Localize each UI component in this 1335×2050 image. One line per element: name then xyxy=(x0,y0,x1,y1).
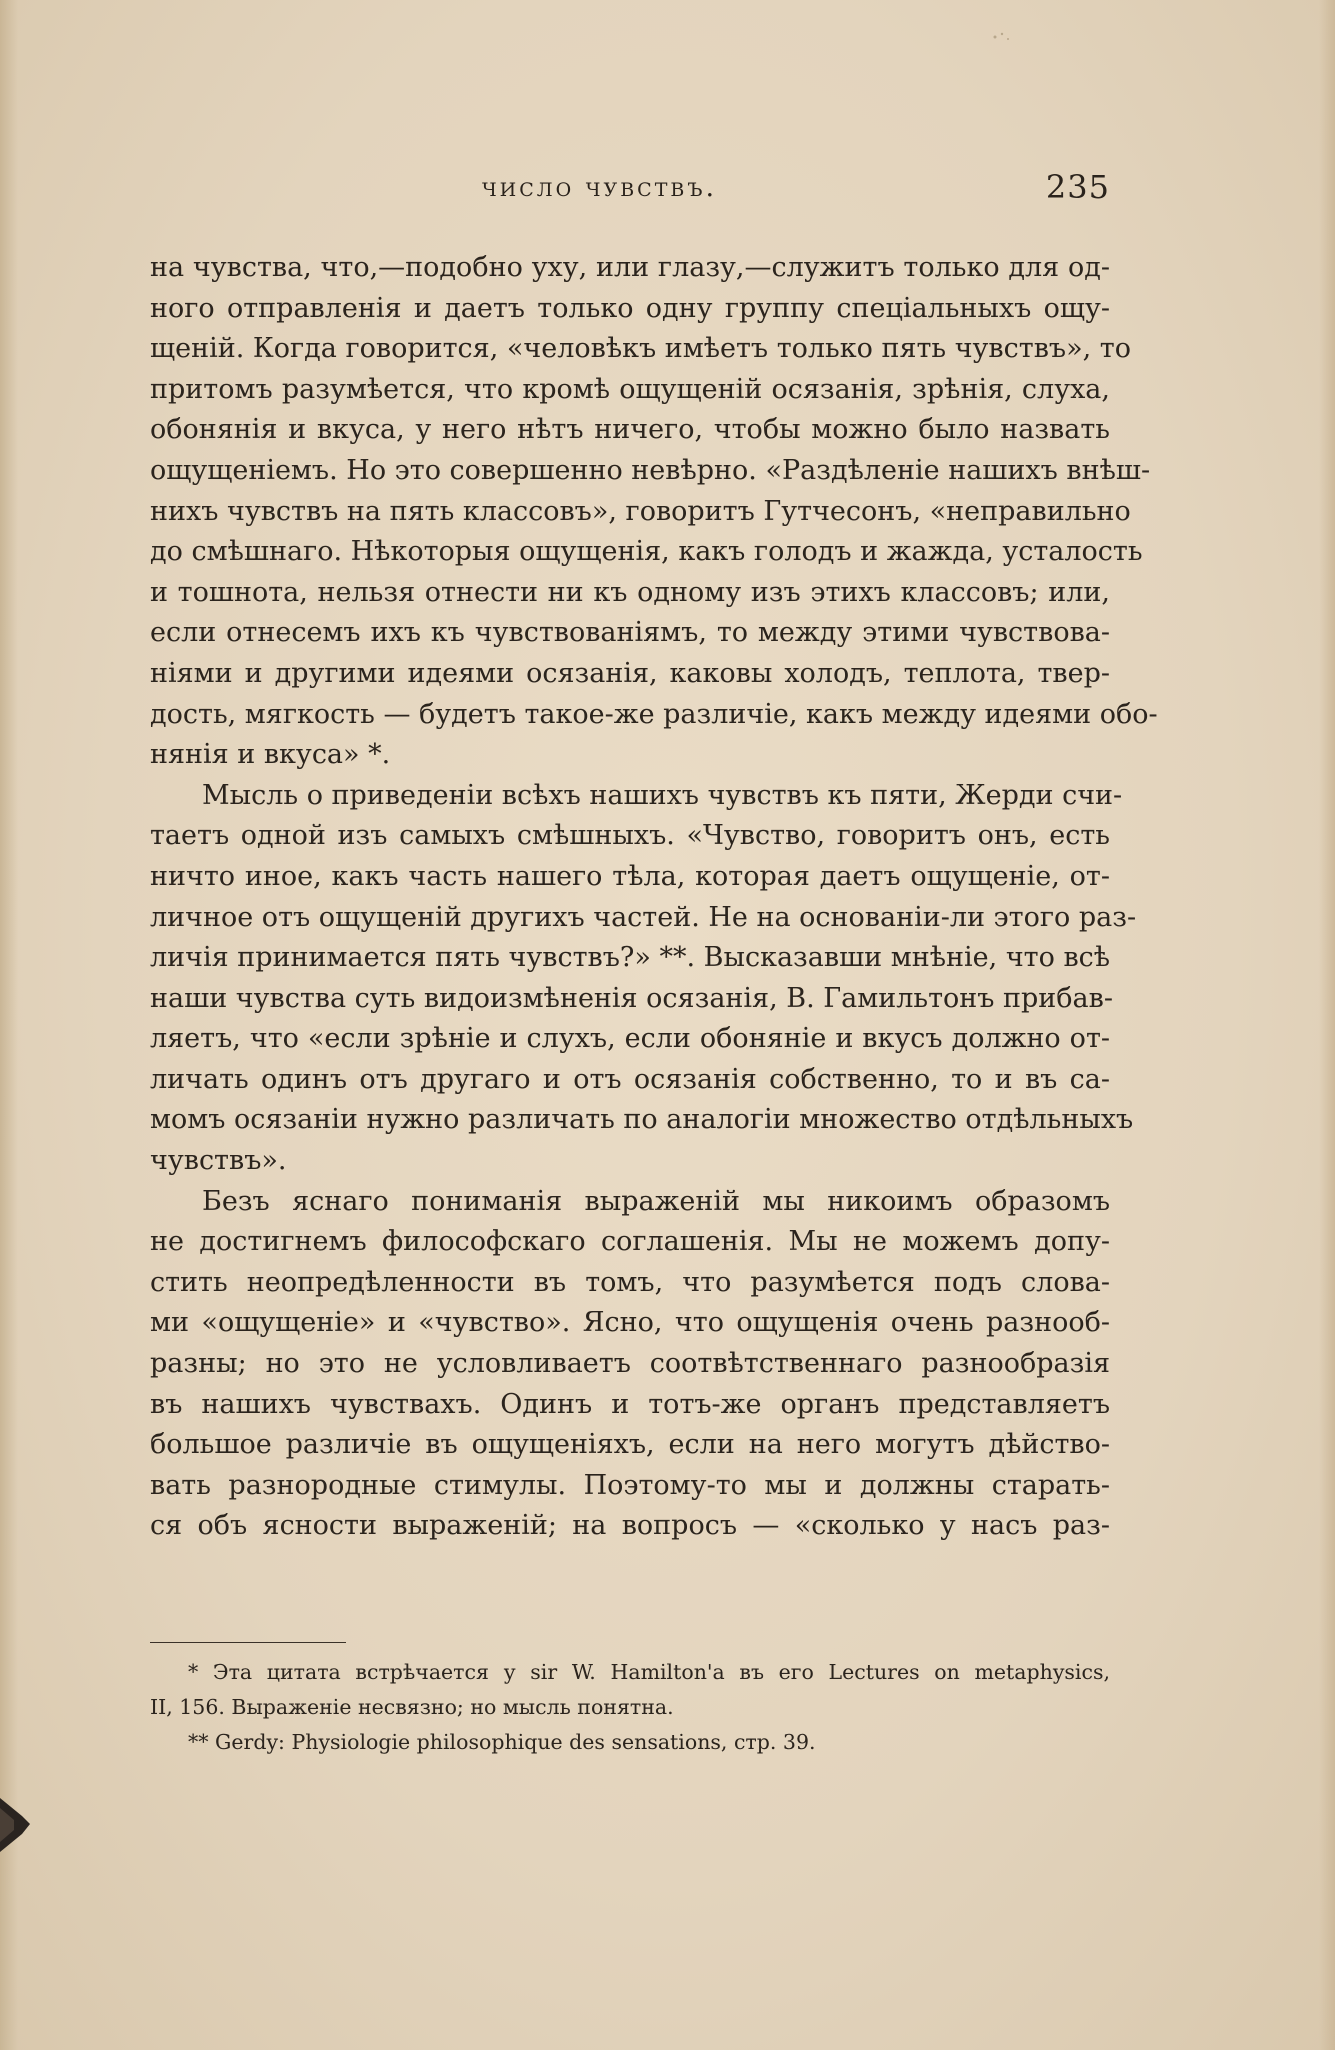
footnote-line: * Эта цитата встрѣчается у sir W. Hamilton'а въ его Lectures on metaphysics, xyxy=(188,1660,1110,1684)
text-line: момъ осязаніи нужно различать по аналогіи множество отдѣльныхъ xyxy=(150,1104,1134,1136)
text-line: личать одинъ отъ другаго и отъ осязанія собственно, то и въ са- xyxy=(150,1063,1110,1095)
body-text xyxy=(150,248,1158,1547)
text-line: большое различіе въ ощущеніяхъ, если на него могутъ дѣйство- xyxy=(150,1429,1110,1461)
text-line: личное отъ ощущеній другихъ частей. Не на основаніи-ли этого раз- xyxy=(150,901,1137,933)
text-line: таетъ одной изъ самыхъ смѣшныхъ. «Чувство, говоритъ онъ, есть xyxy=(150,820,1110,852)
text-line: наши чувства суть видоизмѣненія осязанія, В. Гамильтонъ прибав- xyxy=(150,982,1113,1014)
page-number: 235 xyxy=(1045,168,1110,206)
text-line: ощущеніемъ. Но это совершенно невѣрно. «Раздѣленіе нашихъ внѣш- xyxy=(150,454,1151,486)
text-line: обонянія и вкуса, у него нѣтъ ничего, чтобы можно было назвать xyxy=(150,414,1110,446)
ink-smudge-icon xyxy=(987,28,1017,46)
text-line: Мысль о приведеніи всѣхъ нашихъ чувствъ къ пяти, Жерди счи- xyxy=(202,779,1123,811)
text-line: въ нашихъ чувствахъ. Одинъ и тотъ-же органъ представляетъ xyxy=(150,1388,1110,1420)
text-line: нянія и вкуса» *. xyxy=(150,739,391,771)
text-line: ничто иное, какъ часть нашего тѣла, которая даетъ ощущеніе, от- xyxy=(150,860,1110,892)
text-line: на чувства, что,—подобно уху, или глазу,—служитъ только для од- xyxy=(150,252,1110,283)
text-line: ми «ощущеніе» и «чувство». Ясно, что ощущенія очень разнооб- xyxy=(150,1307,1110,1339)
text-line: дость, мягкость — будетъ такое-же различіе, какъ между идеями обо- xyxy=(150,698,1158,730)
text-line: разны; но это не условливаетъ соотвѣтственнаго разнообразія xyxy=(150,1348,1110,1380)
footnote-line: II, 156. Выраженіе несвязно; но мысль понятна. xyxy=(150,1695,674,1719)
text-line: ляетъ, что «если зрѣніе и слухъ, если обоняніе и вкусъ должно от- xyxy=(150,1023,1110,1055)
text-line: нихъ чувствъ на пять классовъ», говоритъ Гутчесонъ, «неправильно xyxy=(150,495,1131,527)
text-line: щеній. Когда говорится, «человѣкъ имѣетъ только пять чувствъ», то xyxy=(150,333,1131,365)
footnote-divider xyxy=(150,1642,346,1643)
text-line: притомъ разумѣется, что кромѣ ощущеній осязанія, зрѣнія, слуха, xyxy=(150,373,1110,405)
text-line: не достигнемъ философскаго соглашенія. Мы не можемъ допу- xyxy=(150,1226,1110,1258)
text-line: если отнесемъ ихъ къ чувствованіямъ, то между этими чувствова- xyxy=(150,617,1110,649)
text-line: до смѣшнаго. Нѣкоторыя ощущенія, какъ голодъ и жажда, усталость xyxy=(150,536,1143,568)
text-line: вать разнородные стимулы. Поэтому-то мы и должны старать- xyxy=(150,1469,1110,1501)
text-line: и тошнота, нельзя отнести ни къ одному изъ этихъ классовъ; или, xyxy=(150,576,1110,608)
text-line: ся объ ясности выраженій; на вопросъ — «сколько у насъ раз- xyxy=(150,1510,1110,1542)
text-line: ного отправленія и даетъ только одну группу спеціальныхъ ощу- xyxy=(150,292,1110,324)
footnote-line: ** Gerdy: Physiologie philosophique des sensations, стр. 39. xyxy=(188,1730,816,1754)
text-line: стить неопредѣленности въ томъ, что разумѣется подъ слова- xyxy=(150,1266,1110,1298)
text-line: личія принимается пять чувствъ?» **. Высказавши мнѣніе, что всѣ xyxy=(150,942,1111,974)
binding-thread-icon xyxy=(0,1790,34,1860)
text-line: чувствъ». xyxy=(150,1145,287,1177)
footnotes xyxy=(150,1655,1110,1760)
page-left-edge-shadow xyxy=(0,0,18,2050)
text-line: ніями и другими идеями осязанія, каковы холодъ, теплота, твер- xyxy=(150,657,1110,689)
page-header xyxy=(150,168,1110,208)
page-right-edge-shadow xyxy=(1319,0,1335,2050)
text-line: Безъ яснаго пониманія выраженій мы никоимъ образомъ xyxy=(202,1185,1110,1217)
running-title: число чувствъ. xyxy=(482,172,718,203)
